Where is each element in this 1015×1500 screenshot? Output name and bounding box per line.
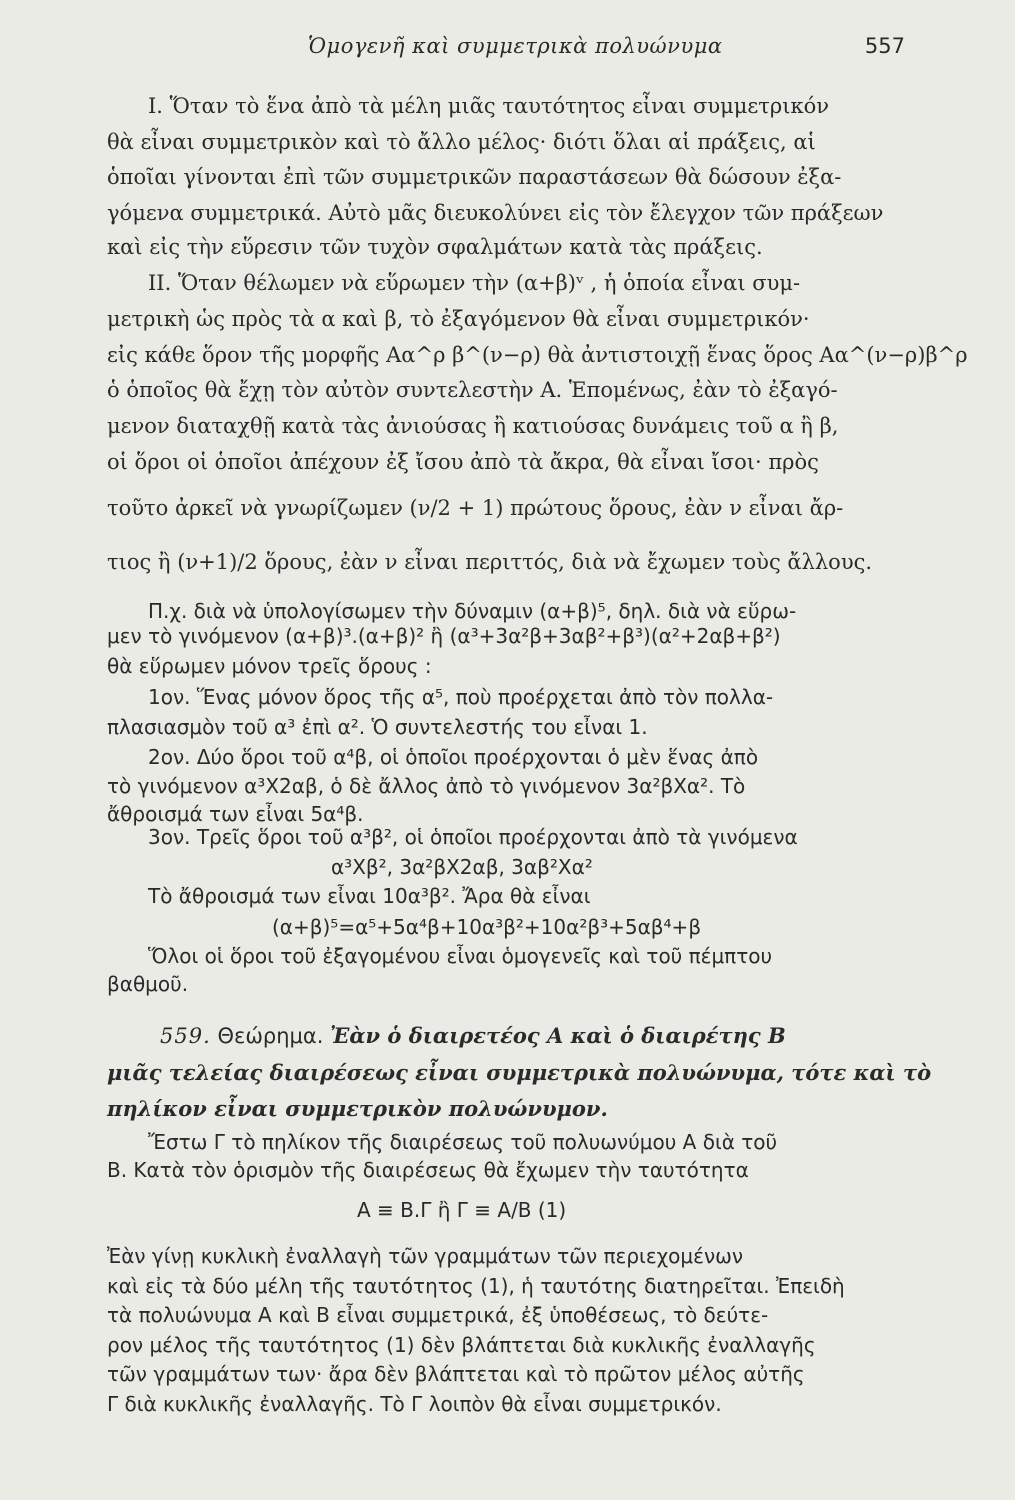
text-line: ὁποῖαι γίνονται ἐπὶ τῶν συμμετρικῶν παραστάσεων θὰ δώσουν ἐξα- [107, 165, 842, 189]
text-line: καὶ εἰς τὴν εὕρεσιν τῶν τυχὸν σφαλμάτων κατὰ τὰς πράξεις. [107, 235, 763, 259]
text-line: II. Ὅταν θέλωμεν νὰ εὕρωμεν τὴν (α+β)ᵛ , ἡ ὁποία εἶναι συμ- [148, 271, 801, 295]
theorem-statement: μιᾶς τελείας διαιρέσεως εἶναι συμμετρικὰ πολυώνυμα, τότε καὶ τὸ [107, 1060, 932, 1085]
text-line: ρον μέλος τῆς ταυτότητος (1) δὲν βλάπτεται διὰ κυκλικῆς ἐναλλαγῆς [107, 1333, 816, 1357]
text-line: Τὸ ἄθροισμά των εἶναι 10α³β². Ἄρα θὰ εἶναι [148, 884, 591, 908]
text-line: τὸ γινόμενον α³Χ2αβ, ὁ δὲ ἄλλος ἀπὸ τὸ γινόμενον 3α²βΧα². Τὸ [107, 774, 746, 798]
text-line: Β. Κατὰ τὸν ὁρισμὸν τῆς διαιρέσεως θὰ ἔχωμεν τὴν ταυτότητα [107, 1158, 749, 1182]
text-line: Ἔστω Γ τὸ πηλίκον τῆς διαιρέσεως τοῦ πολυωνύμου Α διὰ τοῦ [148, 1130, 778, 1154]
text-line: καὶ εἰς τὰ δύο μέλη τῆς ταυτότητος (1), ἡ ταυτότης διατηρεῖται. Ἐπειδὴ [107, 1274, 845, 1298]
theorem-statement: Ἐὰν ὁ διαιρετέος Α καὶ ὁ διαιρέτης Β [330, 1023, 786, 1048]
text-line: 3ον. Τρεῖς ὅροι τοῦ α³β², οἱ ὁποῖοι προέρχονται ἀπὸ τὰ γινόμενα [148, 825, 798, 849]
text-line: θὰ εἶναι συμμετρικὸν καὶ τὸ ἄλλο μέλος· διότι ὅλαι αἱ πράξεις, αἱ [107, 130, 816, 154]
text-line: ἄθροισμά των εἶναι 5α⁴β. [107, 802, 364, 826]
text-line: μεν τὸ γινόμενον (α+β)³.(α+β)² ἢ (α³+3α²β+3αβ²+β³)(α²+2αβ+β²) [107, 624, 781, 648]
text-line: Π.χ. διὰ νὰ ὑπολογίσωμεν τὴν δύναμιν (α+β)⁵, δηλ. διὰ νὰ εὕρω- [148, 599, 797, 623]
text-line: γόμενα συμμετρικά. Αὐτὸ μᾶς διευκολύνει εἰς τὸν ἔλεγχον τῶν πράξεων [107, 201, 884, 225]
text-line: θὰ εὕρωμεν μόνον τρεῖς ὅρους : [107, 654, 432, 678]
text-line: τὰ πολυώνυμα Α καὶ Β εἶναι συμμετρικά, ἐξ ὑποθέσεως, τὸ δεύτε- [107, 1303, 769, 1327]
text-line: μενον διαταχθῇ κατὰ τὰς ἀνιούσας ἢ κατιούσας δυνάμεις τοῦ α ἢ β, [107, 414, 839, 438]
text-line: Ὅλοι οἱ ὅροι τοῦ ἐξαγομένου εἶναι ὁμογενεῖς καὶ τοῦ πέμπτου [148, 944, 773, 968]
running-title: Ὁμογενῆ καὶ συμμετρικὰ πολυώνυμα [308, 34, 723, 58]
text-line: τιος ἢ (ν+1)/2 ὅρους, ἐὰν ν εἶναι περιττός, διὰ νὰ ἔχωμεν τοὺς ἄλλους. [107, 550, 873, 574]
text-line: μετρικὴ ὡς πρὸς τὰ α καὶ β, τὸ ἐξαγόμενον θὰ εἶναι συμμετρικόν· [107, 307, 810, 331]
text-line: βαθμοῦ. [107, 972, 189, 996]
running-header [0, 30, 1015, 70]
theorem-number: 559. [160, 1024, 211, 1048]
page-number: 557 [864, 34, 905, 58]
theorem-statement: πηλίκον εἶναι συμμετρικὸν πολυώνυμον. [107, 1096, 608, 1121]
text-line: τῶν γραμμάτων των· ἄρα δὲν βλάπτεται καὶ τὸ πρῶτον μέλος αὐτῆς [107, 1362, 805, 1386]
text-line: οἱ ὅροι οἱ ὁποῖοι ἀπέχουν ἐξ ἴσου ἀπὸ τὰ ἄκρα, θὰ εἶναι ἴσοι· πρὸς [107, 450, 819, 474]
text-line: τοῦτο ἀρκεῖ νὰ γνωρίζωμεν (ν/2 + 1) πρώτους ὅρους, ἐὰν ν εἶναι ἄρ- [107, 496, 844, 520]
text-line: α³Χβ², 3α²βΧ2αβ, 3αβ²Χα² [331, 855, 593, 879]
equation-line: Α ≡ Β.Γ ἢ Γ ≡ Α/Β (1) [357, 1198, 567, 1222]
text-line: Ἐὰν γίνῃ κυκλικὴ ἐναλλαγὴ τῶν γραμμάτων τῶν περιεχομένων [107, 1244, 744, 1268]
text-line: (α+β)⁵=α⁵+5α⁴β+10α³β²+10α²β³+5αβ⁴+β [272, 915, 702, 939]
theorem-label: Θεώρημα. [217, 1024, 324, 1048]
text-line: ὁ ὁποῖος θὰ ἔχῃ τὸν αὐτὸν συντελεστὴν Α. Ἑπομένως, ἐὰν τὸ ἐξαγό- [107, 378, 838, 402]
text-line: I. Ὅταν τὸ ἕνα ἀπὸ τὰ μέλη μιᾶς ταυτότητος εἶναι συμμετρικόν [148, 94, 830, 118]
theorem-heading [160, 1022, 786, 1050]
text-line: 1ον. Ἕνας μόνον ὅρος τῆς α⁵, ποὺ προέρχεται ἀπὸ τὸν πολλα- [148, 685, 774, 709]
text-line: πλασιασμὸν τοῦ α³ ἐπὶ α². Ὁ συντελεστής του εἶναι 1. [107, 715, 648, 739]
text-line: 2ον. Δύο ὅροι τοῦ α⁴β, οἱ ὁποῖοι προέρχονται ὁ μὲν ἕνας ἀπὸ [148, 745, 759, 769]
text-line: εἰς κάθε ὅρον τῆς μορφῆς Αα^ρ β^(ν−ρ) θὰ ἀντιστοιχῇ ἕνας ὅρος Αα^(ν−ρ)β^ρ [107, 343, 968, 367]
text-line: Γ διὰ κυκλικῆς ἐναλλαγῆς. Τὸ Γ λοιπὸν θὰ εἶναι συμμετρικόν. [107, 1392, 722, 1416]
